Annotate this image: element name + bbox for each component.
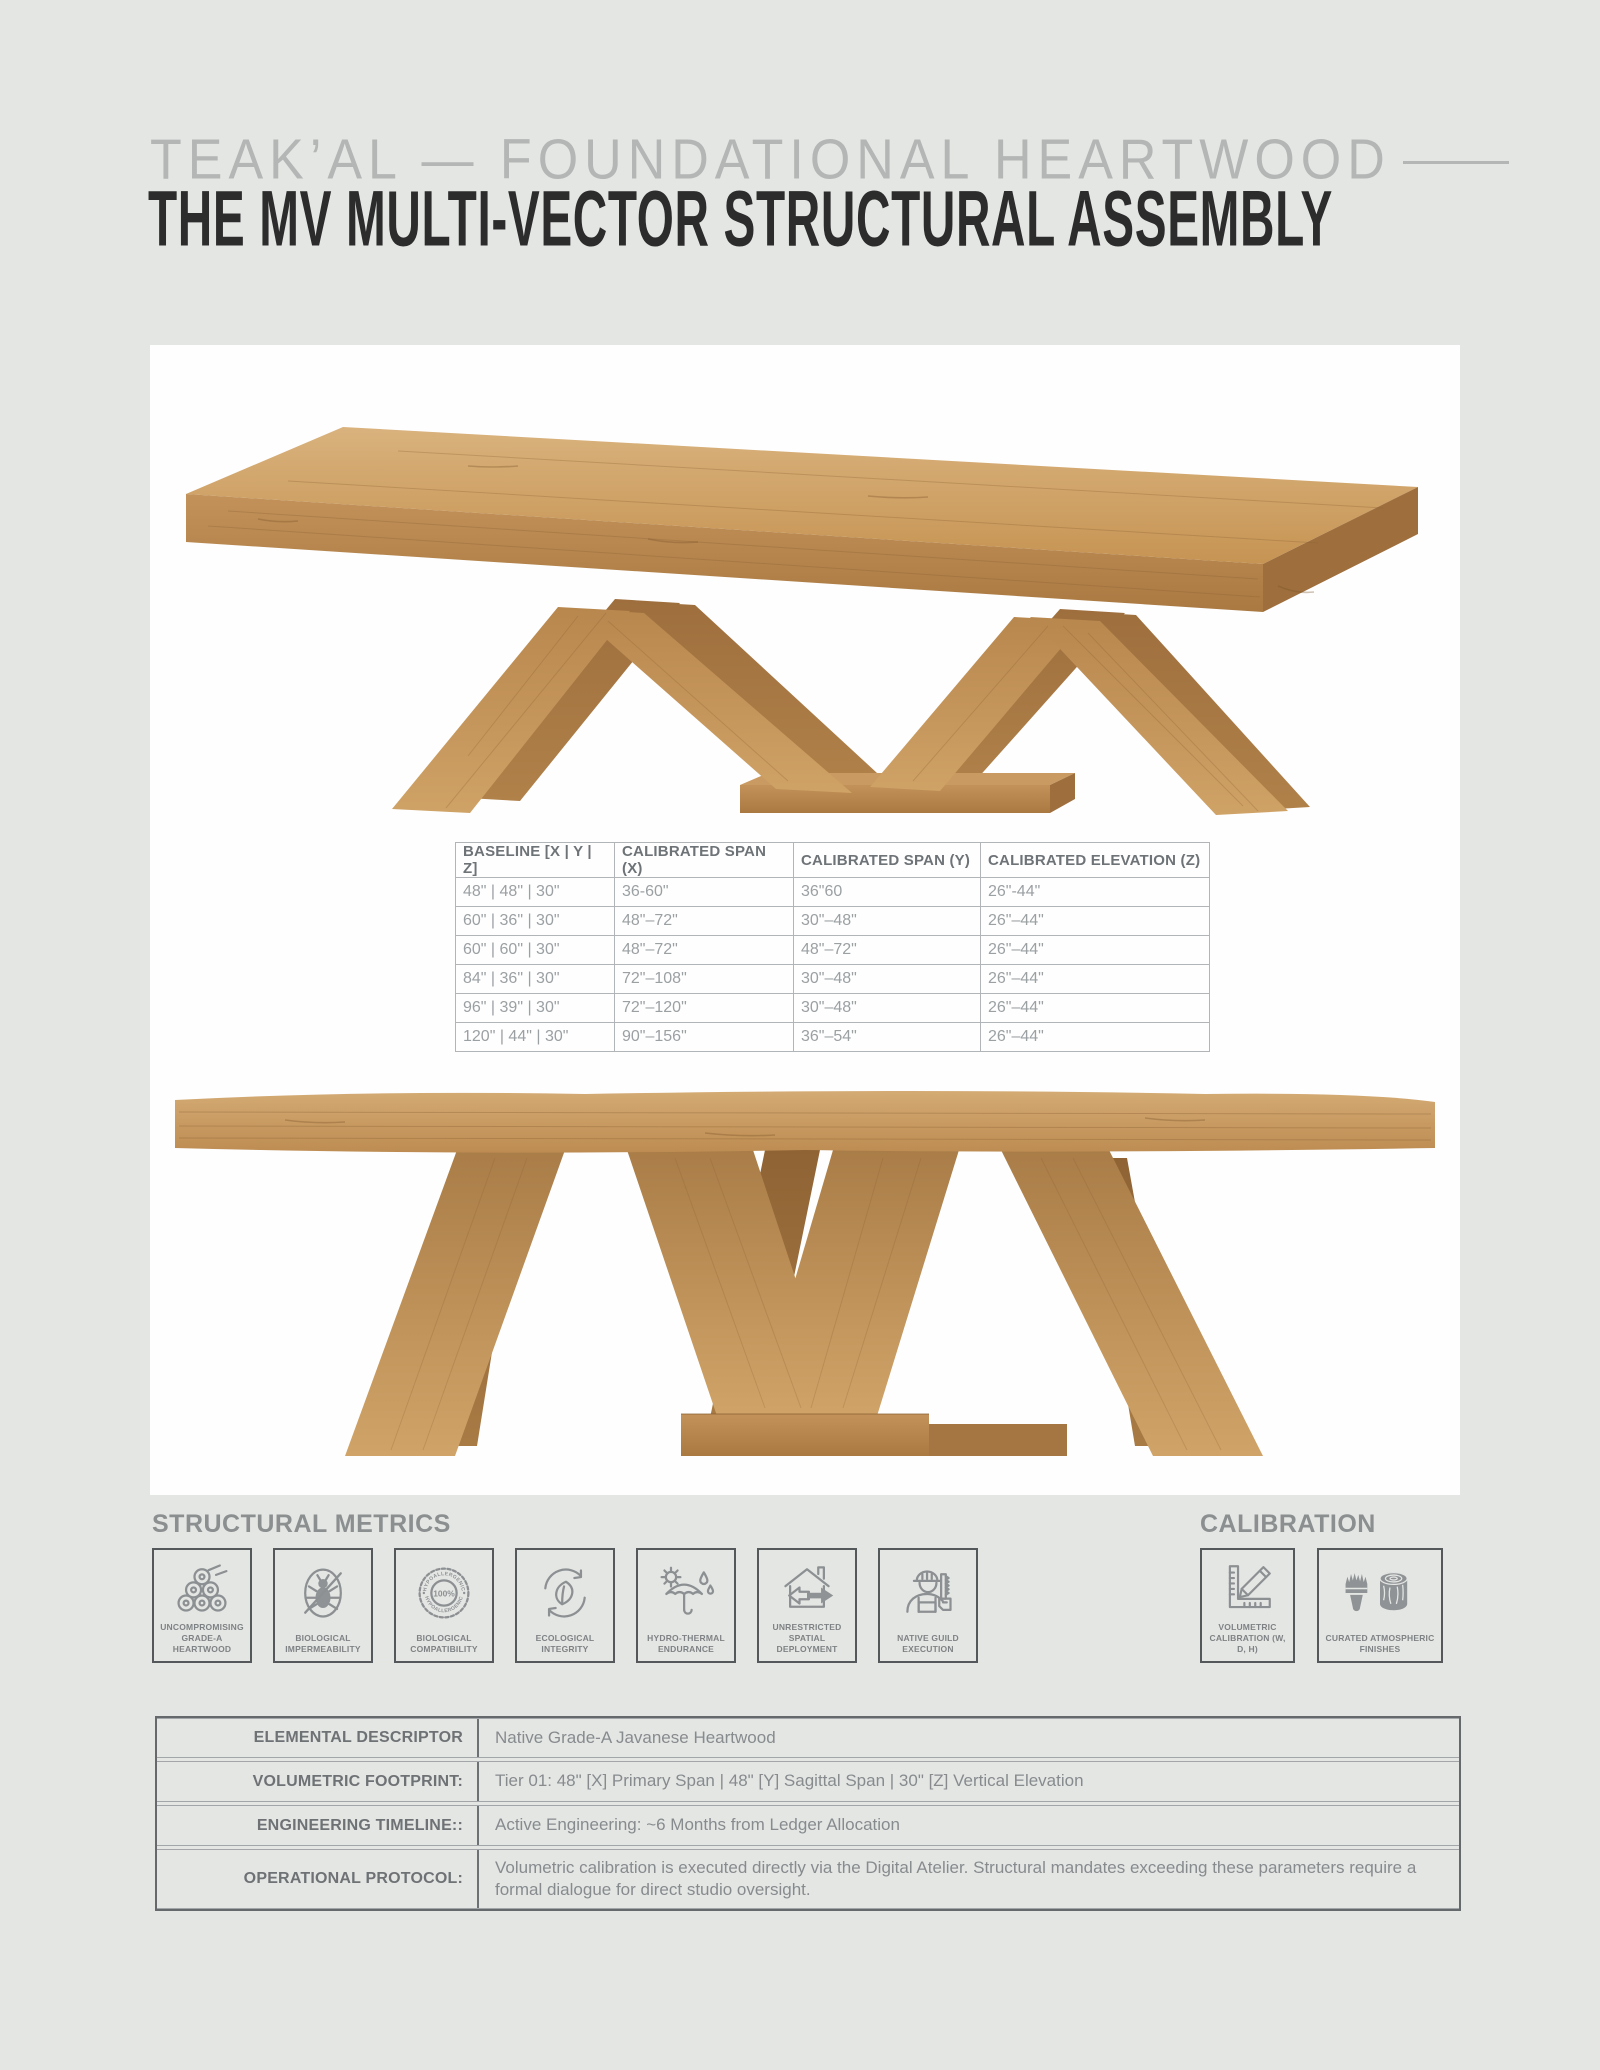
badge-biological-compatibility	[394, 1548, 494, 1663]
badge-label: BIOLOGICAL COMPATIBILITY	[410, 1632, 478, 1654]
metrics-badge-row	[152, 1548, 978, 1663]
spec-col-header: CALIBRATED SPAN (Y)	[794, 843, 981, 878]
detail-label: ENGINEERING TIMELINE::	[157, 1806, 479, 1845]
spec-cell: 48"–72"	[615, 936, 794, 965]
spec-col-header: CALIBRATED SPAN (X)	[615, 843, 794, 878]
spec-col-header: CALIBRATED ELEVATION (Z)	[981, 843, 1210, 878]
spec-cell: 96" | 39" | 30"	[456, 994, 615, 1023]
badge-volumetric-calibration	[1200, 1548, 1295, 1663]
spec-cell: 36"–54"	[794, 1023, 981, 1052]
spec-cell: 26"–44"	[981, 1023, 1210, 1052]
table-row	[157, 1849, 1459, 1909]
detail-label: OPERATIONAL PROTOCOL:	[157, 1850, 479, 1908]
product-photo-frontal	[165, 1078, 1445, 1478]
spec-cell: 36"60	[794, 878, 981, 907]
spec-cell: 60" | 36" | 30"	[456, 907, 615, 936]
page-title: THE MV MULTI-VECTOR STRUCTURAL ASSEMBLY	[148, 175, 1334, 263]
table-row	[456, 965, 1210, 994]
house-arrows-icon	[777, 1550, 837, 1622]
badge-ecological-integrity	[515, 1548, 615, 1663]
badge-biological-impermeability	[273, 1548, 373, 1663]
badge-label: ECOLOGICAL INTEGRITY	[535, 1632, 595, 1654]
spec-cell: 72"–120"	[615, 994, 794, 1023]
builder-icon	[898, 1550, 958, 1633]
detail-value: Tier 01: 48" [X] Primary Span | 48" [Y] Sagittal Span | 30" [Z] Vertical Elevation	[495, 1771, 1084, 1791]
spec-cell: 36-60"	[615, 878, 794, 907]
spec-cell: 26"-44"	[981, 878, 1210, 907]
spec-cell: 26"–44"	[981, 936, 1210, 965]
product-panel	[150, 345, 1460, 1495]
ruler-pencil-icon	[1219, 1550, 1277, 1622]
calibration-badge-row	[1200, 1548, 1443, 1663]
detail-value: Active Engineering: ~6 Months from Ledger Allocation	[495, 1815, 900, 1835]
table-row	[456, 994, 1210, 1023]
badge-hydro-thermal	[636, 1548, 736, 1663]
spec-cell: 84" | 36" | 30"	[456, 965, 615, 994]
spec-cell: 60" | 60" | 30"	[456, 936, 615, 965]
hypoallergenic-badge-icon	[414, 1550, 474, 1633]
collection-name: TEAK’AL — FOUNDATIONAL HEARTWOOD	[150, 128, 1391, 192]
spec-cell: 120" | 44" | 30"	[456, 1023, 615, 1052]
logs-icon	[172, 1550, 232, 1622]
badge-arc-bottom-text: HYPOALLERGENIC	[423, 1595, 465, 1615]
details-table	[155, 1716, 1461, 1911]
badge-label: HYDRO-THERMAL ENDURANCE	[647, 1632, 725, 1654]
badge-guild-execution	[878, 1548, 978, 1663]
spec-cell: 48"–72"	[615, 907, 794, 936]
no-pest-icon	[293, 1550, 353, 1633]
spec-col-header: BASELINE [X | Y | Z]	[456, 843, 615, 878]
detail-value: Volumetric calibration is executed directly via the Digital Atelier. Structural mandates exceeding these parameters require a formal dialogue for direct studio oversight.	[495, 1857, 1417, 1899]
badge-label: CURATED ATMOSPHERIC FINISHES	[1325, 1632, 1435, 1654]
table-row	[157, 1805, 1459, 1846]
spec-cell: 26"–44"	[981, 965, 1210, 994]
badge-label: VOLUMETRIC CALIBRATION (W, D, H)	[1209, 1621, 1286, 1654]
spec-cell: 48" | 48" | 30"	[456, 878, 615, 907]
calibration-heading: CALIBRATION	[1200, 1510, 1376, 1538]
detail-label: VOLUMETRIC FOOTPRINT:	[157, 1762, 479, 1801]
eyebrow-rule	[1403, 161, 1509, 164]
spec-cell: 90"–156"	[615, 1023, 794, 1052]
spec-cell: 30"–48"	[794, 907, 981, 936]
metrics-heading: STRUCTURAL METRICS	[152, 1510, 451, 1538]
table-row	[456, 907, 1210, 936]
spec-cell: 26"–44"	[981, 907, 1210, 936]
spec-cell: 30"–48"	[794, 994, 981, 1023]
spec-cell: 48"–72"	[794, 936, 981, 965]
umbrella-weather-icon	[656, 1550, 716, 1633]
dimension-spec-table	[455, 842, 1210, 1052]
detail-value: Native Grade-A Javanese Heartwood	[495, 1727, 776, 1747]
badge-label: UNRESTRICTED SPATIAL DEPLOYMENT	[772, 1621, 842, 1654]
detail-label: ELEMENTAL DESCRIPTOR	[157, 1719, 479, 1757]
badge-label: NATIVE GUILD EXECUTION	[897, 1632, 959, 1654]
badge-grade-a-heartwood	[152, 1548, 252, 1663]
badge-label: BIOLOGICAL IMPERMEABILITY	[285, 1632, 361, 1654]
spec-cell: 26"–44"	[981, 994, 1210, 1023]
table-row	[456, 1023, 1210, 1052]
table-row	[157, 1761, 1459, 1802]
eco-cycle-icon	[535, 1550, 595, 1633]
brush-log-icon	[1338, 1550, 1422, 1633]
product-photo-perspective	[168, 361, 1440, 839]
table-row	[456, 878, 1210, 907]
spec-cell: 30"–48"	[794, 965, 981, 994]
table-row	[456, 936, 1210, 965]
badge-percent-text: 100%	[433, 1588, 455, 1599]
badge-spatial-deployment	[757, 1548, 857, 1663]
table-row	[157, 1718, 1459, 1758]
badge-label: UNCOMPROMISING GRADE-A HEARTWOOD	[160, 1621, 244, 1654]
spec-cell: 72"–108"	[615, 965, 794, 994]
badge-atmospheric-finishes	[1317, 1548, 1443, 1663]
badge-arc-top-text: HYPOALLERGENIC	[422, 1571, 466, 1593]
